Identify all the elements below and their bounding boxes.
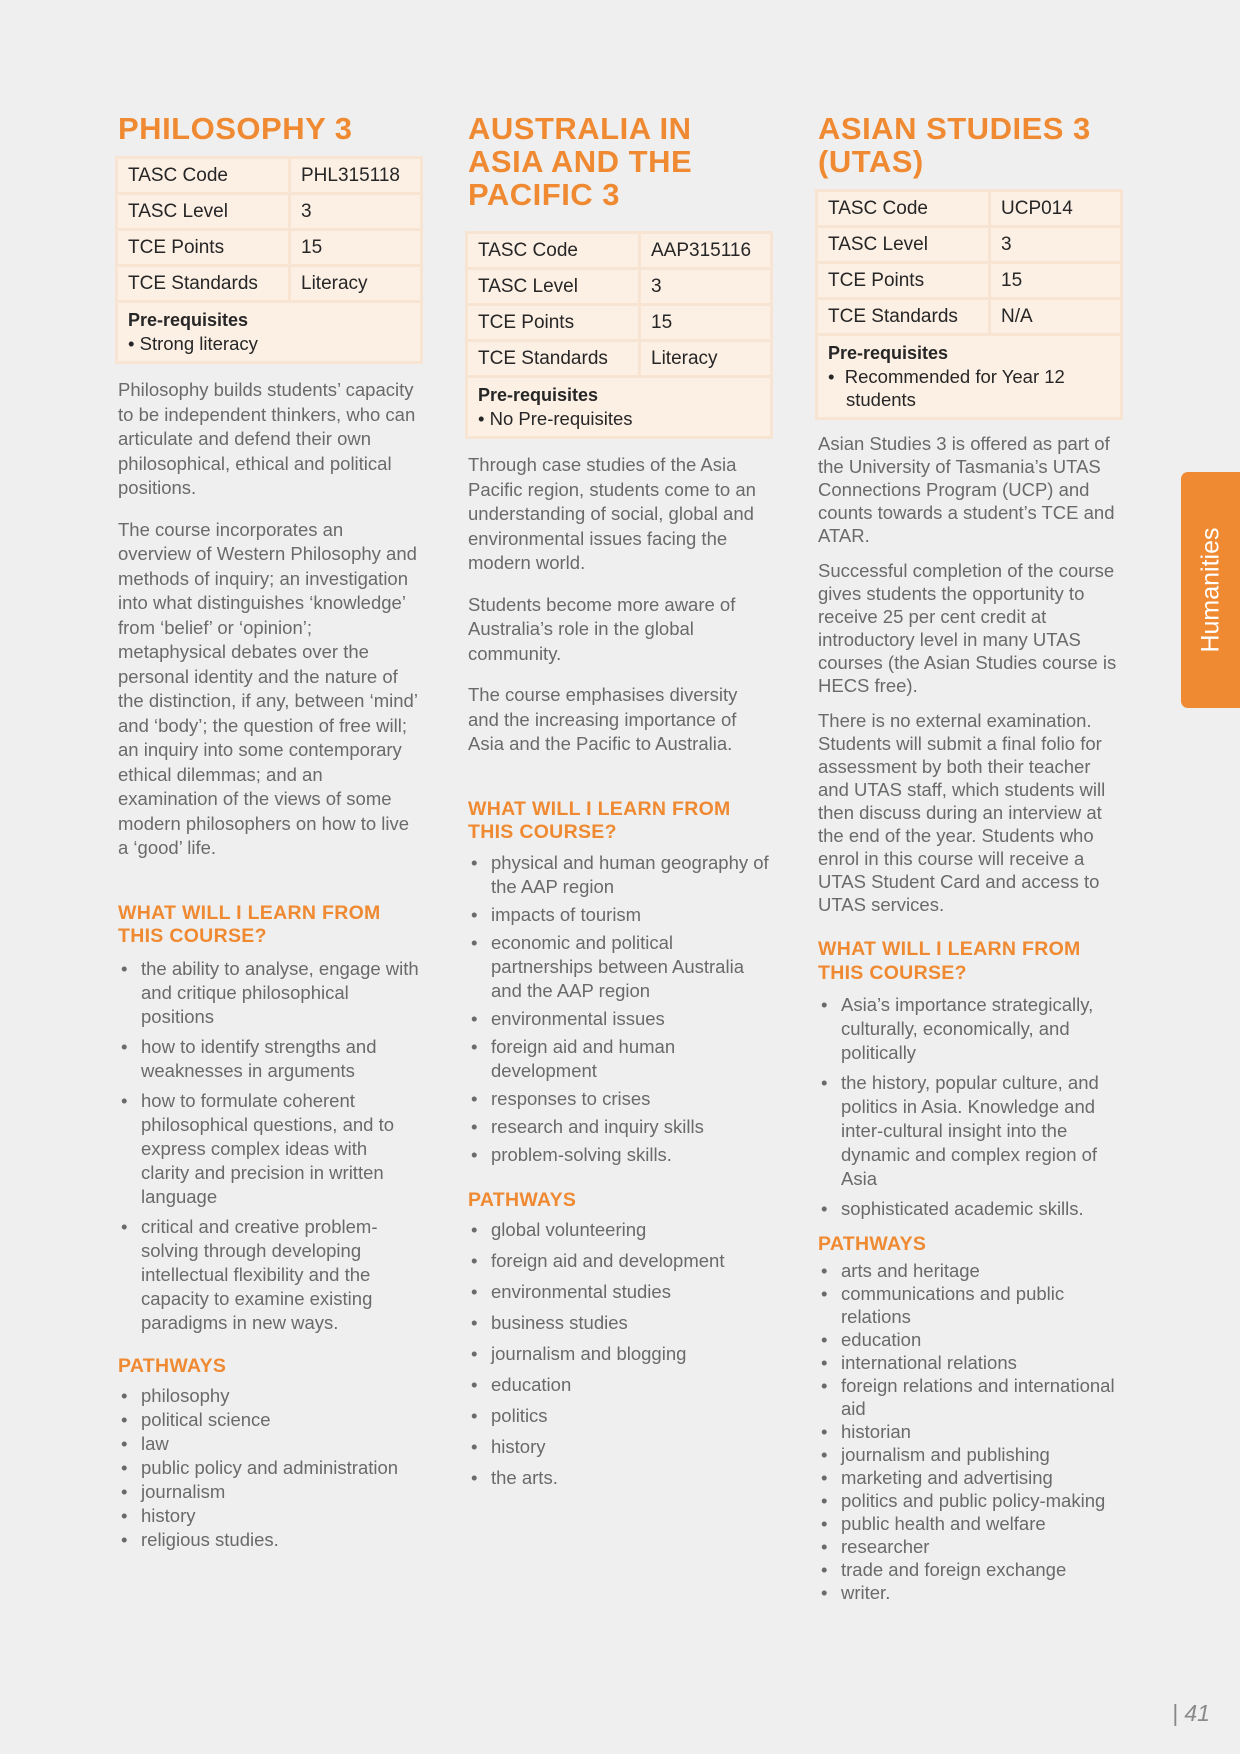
list-item: • arts and heritage [818,1259,1120,1282]
list-item: • research and inquiry skills [468,1115,770,1139]
course-column-asian-studies [818,112,1120,1604]
list-item: • sophisticated academic skills. [818,1197,1120,1221]
list-item: • trade and foreign exchange [818,1558,1120,1581]
list-item: • education [468,1373,770,1397]
pathways-heading: PATHWAYS [468,1188,577,1211]
list-item: • journalism [118,1480,420,1504]
tasc-code-value: PHL315118 [291,159,420,192]
list-item: • public health and welfare [818,1512,1120,1535]
list-item: • history [468,1435,770,1459]
list-item: • public policy and administration [118,1456,420,1480]
learn-list [818,993,1120,1221]
tasc-level-label: TASC Level [818,228,988,261]
course-column-australia-in-asia [468,112,770,1490]
learn-list [468,851,770,1167]
tasc-level-value: 3 [291,195,420,228]
list-item: • religious studies. [118,1528,420,1552]
tce-standards-label: TCE Standards [118,267,288,300]
list-item: • problem-solving skills. [468,1143,770,1167]
tce-points-label: TCE Points [118,231,288,264]
tasc-level-value: 3 [991,228,1120,261]
course-description: Through case studies of the Asia Pacific region, students come to an understanding of social, global and environmental issues facing the modern world. [468,454,756,573]
list-item: • economic and political partnerships between Australia and the AAP region [468,931,770,1003]
tce-points-label: TCE Points [818,264,988,297]
list-item: • politics [468,1404,770,1428]
list-item: • Asia’s importance strategically, culturally, economically, and politically [818,993,1120,1065]
list-item: • foreign relations and international aid [818,1374,1120,1420]
page-number: | 41 [1172,1700,1210,1726]
course-info-table [815,189,1123,420]
list-item: • global volunteering [468,1218,770,1242]
list-item: • business studies [468,1311,770,1335]
pathways-list [818,1259,1120,1604]
course-description: Students become more aware of Australia’s role in the global community. [468,593,736,664]
course-title: AUSTRALIA IN ASIA AND THE PACIFIC 3 [468,111,693,212]
course-description: Asian Studies 3 is offered as part of the University of Tasmania’s UTAS Connections Program (UCP) and counts towards a student’s TCE and ATAR. [818,433,1115,546]
learn-list [118,957,420,1335]
list-item: • marketing and advertising [818,1466,1120,1489]
list-item: • writer. [818,1581,1120,1604]
learn-heading: WHAT WILL I LEARN FROM THIS COURSE? [118,901,381,947]
pathways-heading: PATHWAYS [818,1233,927,1255]
list-item: • political science [118,1408,420,1432]
tce-standards-label: TCE Standards [818,300,988,333]
learn-heading: WHAT WILL I LEARN FROM THIS COURSE? [818,938,1081,984]
pathways-list [468,1218,770,1490]
section-tab-label: Humanities [1196,527,1224,653]
list-item: • journalism and blogging [468,1342,770,1366]
course-description: The course emphasises diversity and the increasing importance of Asia and the Pacific to Australia. [468,684,738,754]
list-item: • researcher [818,1535,1120,1558]
prerequisite-item: • Recommended for Year 12 students [828,366,1065,410]
list-item: • the ability to analyse, engage with and critique philosophical positions [118,957,420,1029]
tasc-code-label: TASC Code [468,234,638,267]
list-item: • environmental issues [468,1007,770,1031]
tasc-level-value: 3 [641,270,770,303]
tce-points-label: TCE Points [468,306,638,339]
tasc-level-label: TASC Level [468,270,638,303]
pathways-list [118,1384,420,1552]
list-item: • physical and human geography of the AAP region [468,851,770,899]
prerequisite-item: • Strong literacy [128,333,258,354]
tce-standards-label: TCE Standards [468,342,638,375]
list-item: • how to identify strengths and weaknesses in arguments [118,1035,420,1083]
list-item: • journalism and publishing [818,1443,1120,1466]
tasc-code-label: TASC Code [118,159,288,192]
list-item: • foreign aid and human development [468,1035,770,1083]
list-item: • foreign aid and development [468,1249,770,1273]
prerequisites-label: Pre-requisites [478,385,599,405]
course-description: Successful completion of the course gives students the opportunity to receive 25 per cent credit at introductory level in many UTAS courses (the Asian Studies course is HECS free). [818,560,1117,696]
course-title: PHILOSOPHY 3 [118,111,353,146]
list-item: • critical and creative problem-solving through developing intellectual flexibility and the capacity to examine existing paradigms in new ways. [118,1215,420,1335]
prerequisite-item: • No Pre-requisites [478,408,633,429]
tce-points-value: 15 [291,231,420,264]
course-title: ASIAN STUDIES 3 (UTAS) [818,111,1091,179]
list-item: • communications and public relations [818,1282,1120,1328]
prerequisites-cell [118,303,420,361]
section-tab-humanities [1181,472,1240,708]
prerequisites-cell [468,378,770,436]
tasc-code-value: UCP014 [991,192,1120,225]
course-column-philosophy [118,112,420,1552]
course-description: There is no external examination. Students will submit a final folio for assessment by both their teacher and UTAS staff, which students will then discuss during an interview at the end of the year. Students who enrol in this course will receive a UTAS Student Card and access to UTAS services. [818,710,1106,915]
list-item: • environmental studies [468,1280,770,1304]
tasc-code-label: TASC Code [818,192,988,225]
tasc-code-value: AAP315116 [641,234,770,267]
course-description: Philosophy builds students’ capacity to be independent thinkers, who can articulate and defend their own philosophical, ethical and political positions. [118,379,416,498]
list-item: • education [818,1328,1120,1351]
tasc-level-label: TASC Level [118,195,288,228]
course-description: The course incorporates an overview of Western Philosophy and methods of inquiry; an investigation into what distinguishes ‘knowledge’ from ‘belief’ or ‘opinion’; metaphysical debates over the personal identity and the nature of the distinction, if any, between ‘mind’ and ‘body’; the question of free will; an inquiry into some contemporary ethical dilemmas; and an examination of the views of some modern philosophers on how to live a ‘good’ life. [118,518,418,858]
list-item: • international relations [818,1351,1120,1374]
tce-standards-value: Literacy [291,267,420,300]
list-item: • law [118,1432,420,1456]
list-item: • how to formulate coherent philosophical questions, and to express complex ideas with clarity and precision in written language [118,1089,420,1209]
list-item: • historian [818,1420,1120,1443]
tce-points-value: 15 [991,264,1120,297]
list-item: • the arts. [468,1466,770,1490]
prerequisites-label: Pre-requisites [828,343,949,363]
learn-heading: WHAT WILL I LEARN FROM THIS COURSE? [468,797,731,843]
tce-standards-value: Literacy [641,342,770,375]
prerequisites-cell [818,336,1120,417]
list-item: • responses to crises [468,1087,770,1111]
list-item: • impacts of tourism [468,903,770,927]
list-item: • politics and public policy-making [818,1489,1120,1512]
course-info-table [465,231,773,439]
tce-points-value: 15 [641,306,770,339]
course-info-table [115,156,423,364]
list-item: • history [118,1504,420,1528]
prerequisites-label: Pre-requisites [128,310,249,330]
pathways-heading: PATHWAYS [118,1354,227,1377]
list-item: • the history, popular culture, and politics in Asia. Knowledge and inter-cultural insight into the dynamic and complex region of Asia [818,1071,1120,1191]
list-item: • philosophy [118,1384,420,1408]
tce-standards-value: N/A [991,300,1120,333]
